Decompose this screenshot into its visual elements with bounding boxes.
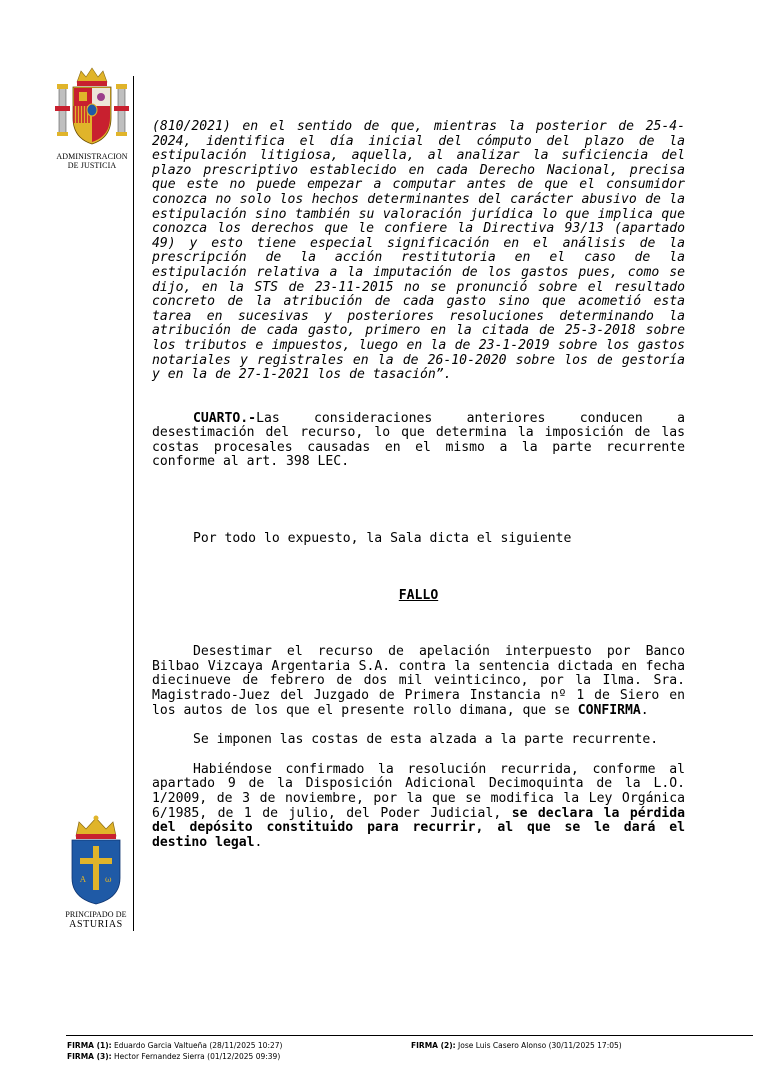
- footer-divider: [66, 1035, 753, 1036]
- asturias-caption-line1: PRINCIPADO DE: [65, 910, 127, 919]
- fallo-deposito-paragraph: [152, 763, 685, 851]
- quoted-paragraph: (810/2021) en el sentido de que, mientras la posterior de 25-4-2024, identifica el día inicial del cómputo del plazo de la estipulación litigiosa, aquella, al analizar la suficiencia del plazo prescriptivo establecido en cada Derecho Nacional, precisa que este no puede empezar a computar antes de que el consumidor conozca no solo los hechos determinantes del carácter abusivo de la estipulación sino también su valoración jurídica lo que implica que conozca los derechos que le confiere la Directiva 93/13 (apartado 49) y esto tiene especial significación en el análisis de la prescripción de la acción restitutoria en el caso de la estipulación relativa a la imputación de los gastos pues, como se dijo, en la STS de 23-11-2015 no se pronunció sobre el resultado concreto de la atribución de cada gasto sino que acometió esta tarea en sucesivas y posteriores resoluciones determinando la atribución de cada gasto, primero en la citada de 25-3-2018 sobre los tributos e impuestos, luego en la de 23-1-2019 sobre los gastos notariales y registrales en la de 26-10-2020 sobre los de gestoría y en la de 27-1-2021 los de tasación”.: [152, 119, 685, 383]
- spain-coat-of-arms-icon: [53, 66, 131, 148]
- firma-3: [67, 1051, 280, 1062]
- document-body: [152, 120, 685, 850]
- firma-3-label: FIRMA (3):: [67, 1052, 112, 1061]
- firma-1: [67, 1040, 282, 1051]
- asturias-coat-of-arms-icon: [66, 814, 126, 906]
- firma-2-value: Jose Luis Casero Alonso (30/11/2025 17:05): [458, 1041, 622, 1050]
- svg-text:ω: ω: [105, 875, 112, 884]
- firma-2: [411, 1040, 622, 1051]
- cuarto-paragraph: [152, 412, 685, 470]
- asturias-caption-line2: ASTURIAS: [69, 919, 123, 930]
- firma-1-label: FIRMA (1):: [67, 1041, 112, 1050]
- expuesto-paragraph: Por todo lo expuesto, la Sala dicta el siguiente: [193, 531, 572, 547]
- fallo-desestimar-paragraph: [152, 645, 685, 718]
- fallo-heading: FALLO: [398, 587, 439, 603]
- fallo-p1-end: .: [640, 702, 649, 718]
- fallo-costas-paragraph: Se imponen las costas de esta alzada a la parte recurrente.: [193, 732, 659, 748]
- firma-1-value: Eduardo Garcia Valtueña (28/11/2025 10:27): [114, 1041, 283, 1050]
- firma-2-label: FIRMA (2):: [411, 1041, 456, 1050]
- fallo-p3-text: Habiéndose confirmado la resolución recurrida, conforme al apartado 9 de la Disposición Adicional Decimoquinta de la L.O. 1/2009, de 3 de noviembre, por la que se modifica la Ley Orgánica 6/1985, de 1 de julio, del Poder Judicial,: [152, 761, 685, 821]
- principado-asturias-logo: [58, 814, 134, 934]
- fallo-p3-end: .: [254, 834, 263, 850]
- firma-3-value: Hector Fernandez Sierra (01/12/2025 09:39): [114, 1052, 281, 1061]
- admin-justicia-caption-line2: DE JUSTICIA: [67, 161, 117, 170]
- fallo-p1-bold: CONFIRMA: [577, 702, 641, 718]
- administracion-justicia-logo: [50, 66, 134, 172]
- cuarto-text: Las consideraciones anteriores conducen a desestimación del recurso, lo que determina la imposición de las costas procesales causadas en el mismo a la parte recurrente conforme al art. 398 LEC.: [152, 410, 685, 470]
- fallo-p3-bold: se declara la pérdida del depósito constituido para recurrir, al que se le dará el destino legal: [152, 805, 685, 850]
- margin-divider: [133, 76, 134, 931]
- fallo-p1-text: Desestimar el recurso de apelación interpuesto por Banco Bilbao Vizcaya Argentaria S.A. contra la sentencia dictada en fecha diecinueve de febrero de dos mil veinticinco, por la Ilma. Sra. Magistrado-Juez del Juzgado de Primera Instancia nº 1 de Siero en los autos de los que el presente rollo dimana, que se: [152, 644, 685, 718]
- cuarto-heading: CUARTO.-: [193, 410, 257, 426]
- svg-text:A: A: [80, 875, 86, 884]
- admin-justicia-caption-line1: ADMINISTRACION: [56, 152, 128, 161]
